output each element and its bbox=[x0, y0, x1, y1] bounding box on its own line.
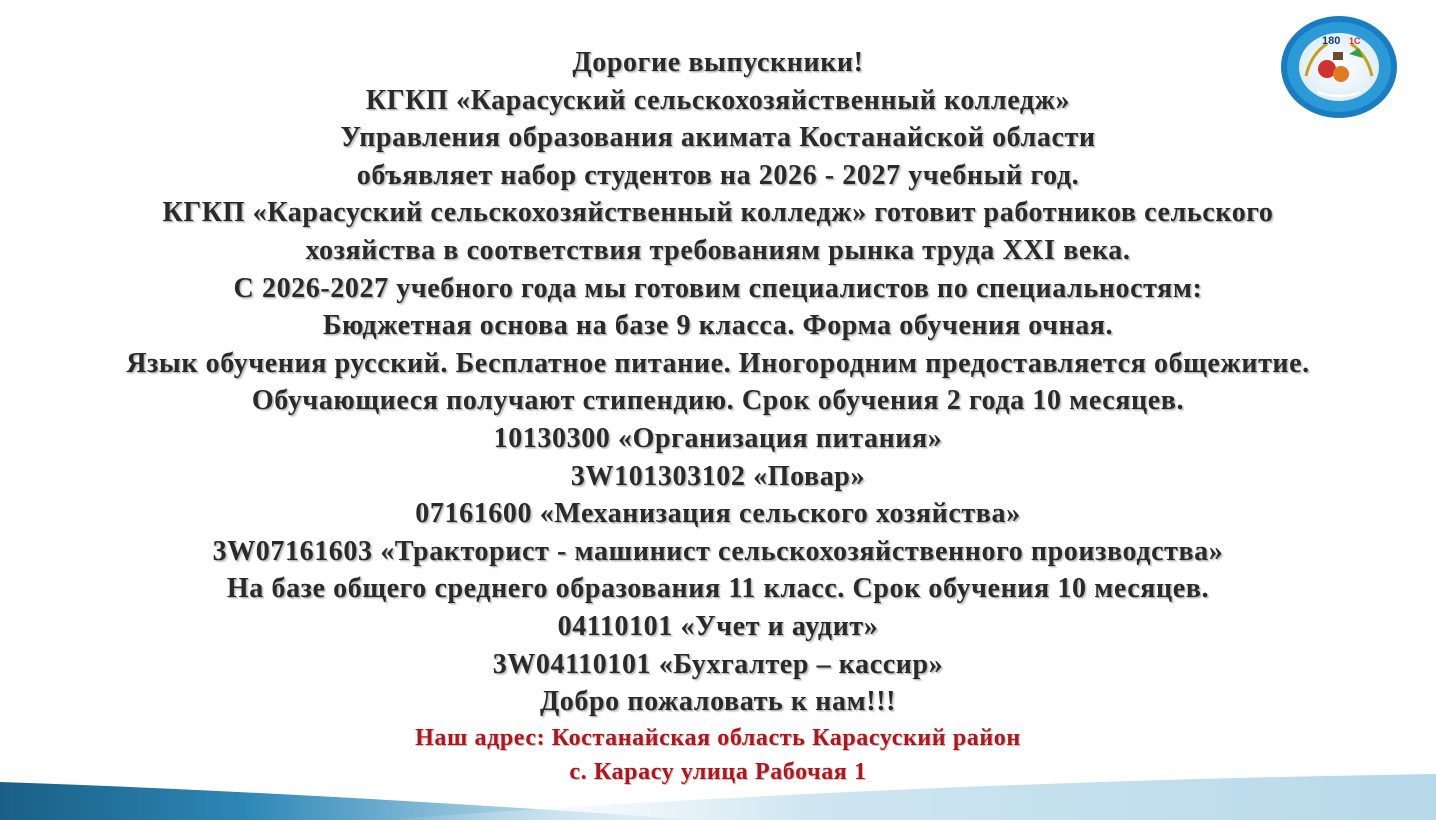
specialty-accounting: 04110101 «Учет и аудит» bbox=[557, 610, 879, 642]
language-line: Язык обучения русский. Бесплатное питание. Иногородним предоставляется общежитие. bbox=[126, 347, 1310, 379]
welcome-line: Добро пожаловать к нам!!! bbox=[539, 686, 897, 718]
budget-basis-line: Бюджетная основа на базе 9 класса. Форма обучения очная. bbox=[322, 310, 1114, 342]
description-line-2: хозяйства в соответствия требованиям рынка труда XXI века. bbox=[305, 234, 1131, 266]
greeting-line: Дорогие выпускники! bbox=[572, 47, 864, 78]
qualification-tractor-driver: 3W07161603 «Тракторист - машинист сельскохозяйственного производства» bbox=[212, 535, 1224, 567]
college-name-line: КГКП «Карасуский сельскохозяйственный колледж» bbox=[365, 84, 1071, 116]
department-line: Управления образования акимата Костанайской области bbox=[340, 122, 1096, 154]
emblem-1c-mark: 1С bbox=[1349, 36, 1361, 46]
announcement-text bbox=[0, 44, 1436, 789]
admission-line: объявляет набор студентов на 2026 - 2027 учебный год. bbox=[356, 159, 1080, 191]
address-line-2: с. Карасу улица Рабочая 1 bbox=[569, 758, 867, 785]
qualification-cook: 3W101303102 «Повар» bbox=[570, 460, 866, 492]
specialty-mechanization: 07161600 «Механизация сельского хозяйства» bbox=[415, 498, 1021, 530]
address-line-1: Наш адрес: Костанайская область Карасуский район bbox=[415, 724, 1021, 751]
description-line-1: КГКП «Карасуский сельскохозяйственный колледж» готовит работников сельского bbox=[162, 197, 1274, 229]
specialties-intro-line: С 2026-2027 учебного года мы готовим специалистов по специальностям: bbox=[233, 272, 1203, 304]
specialty-catering: 10130300 «Организация питания» bbox=[493, 422, 943, 454]
decorative-bottom-band bbox=[0, 762, 1436, 820]
college-emblem-icon bbox=[1279, 14, 1399, 120]
stipend-line: Обучающиеся получают стипендию. Срок обучения 2 года 10 месяцев. bbox=[251, 385, 1185, 417]
emblem-number: 180 bbox=[1322, 35, 1341, 47]
grade-11-basis-line: На базе общего среднего образования 11 класс. Срок обучения 10 месяцев. bbox=[226, 573, 1210, 605]
qualification-accountant: 3W04110101 «Бухгалтер – кассир» bbox=[492, 648, 944, 680]
